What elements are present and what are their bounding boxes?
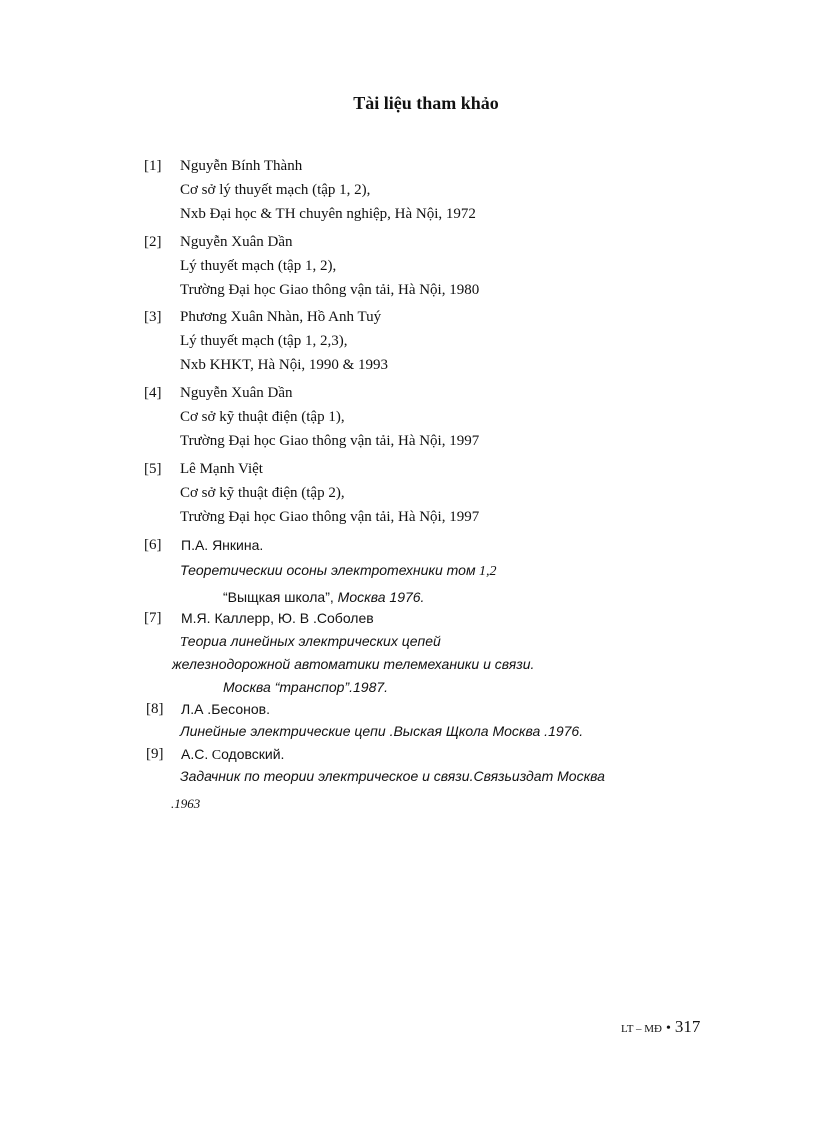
ref-title: Cơ sở kỹ thuật điện (tập 1),: [180, 409, 345, 425]
ref-place-year: Москва 1976.: [333, 589, 425, 605]
ref-title-cont: железнодорожной автоматики телемеханики и связи.: [172, 656, 535, 672]
ref-number: [2]: [144, 234, 162, 250]
footer-label: LT – MĐ: [621, 1023, 662, 1035]
ref-title-volumes: 1,2: [475, 564, 497, 579]
ref-title: Задачник по теории электрическое и связи.Связьиздат Москва: [180, 768, 605, 784]
ref-number: [8]: [146, 701, 164, 717]
page-title: Tài liệu tham khảo: [353, 93, 499, 113]
ref-year: .1963: [171, 796, 201, 811]
ref-publisher: [223, 589, 424, 605]
ref-publisher: Nxb Đại học & TH chuyên nghiệp, Hà Nội, 1972: [180, 206, 476, 222]
ref-number: [9]: [146, 746, 164, 762]
ref-publisher-name: “Выщкая школа”,: [223, 589, 334, 605]
ref-title: Cơ sở lý thuyết mạch (tập 1, 2),: [180, 182, 371, 198]
ref-title: Lý thuyết mạch (tập 1, 2,3),: [180, 333, 348, 349]
ref-number: [6]: [144, 537, 162, 553]
ref-author-letter: С: [208, 748, 222, 763]
ref-publisher: Trường Đại học Giao thông vận tải, Hà Nội, 1997: [180, 509, 480, 525]
ref-title-text: еориа линейных электрических цепей: [187, 633, 441, 649]
page-number: 317: [674, 1017, 701, 1036]
ref-number: [1]: [144, 158, 162, 174]
ref-publisher: Nxb KHKT, Hà Nội, 1990 & 1993: [180, 357, 389, 373]
ref-number: [7]: [144, 610, 162, 626]
ref-author: П.А. Янкина.: [181, 537, 264, 553]
ref-author: Nguyễn Xuân Dần: [180, 234, 293, 250]
ref-title: [180, 723, 583, 739]
ref-title-text: Теоретическии осоны электротехники том: [180, 562, 476, 578]
page-footer: [621, 1017, 700, 1037]
ref-title: Lý thuyết mạch (tập 1, 2),: [180, 258, 337, 274]
ref-publisher: Trường Đại học Giao thông vận tải, Hà Nội, 1997: [180, 433, 480, 449]
ref-publisher: Trường Đại học Giao thông vận tải, Hà Nội, 1980: [180, 282, 480, 298]
ref-author: Phương Xuân Nhàn, Hồ Anh Tuý: [180, 309, 382, 325]
ref-title-initial: Т: [180, 635, 188, 650]
ref-author-initials: А.С.: [181, 746, 209, 762]
ref-title: [180, 562, 497, 580]
ref-author: [181, 746, 284, 764]
ref-number: [3]: [144, 309, 162, 325]
ref-number: [4]: [144, 385, 162, 401]
ref-publisher: .Выская Щкола Москва .1976.: [385, 723, 584, 739]
ref-author: М.Я. Каллерр, Ю. В .Соболев: [181, 610, 374, 626]
footer-bullet: •: [665, 1021, 671, 1036]
ref-title-text: Линейные электрические цепи: [180, 723, 386, 739]
ref-author: Nguyễn Xuân Dần: [180, 385, 293, 401]
ref-title: Cơ sở kỹ thuật điện (tập 2),: [180, 485, 345, 501]
ref-title: [180, 633, 441, 651]
ref-number: [5]: [144, 461, 162, 477]
ref-author: Nguyễn Bính Thành: [180, 158, 303, 174]
ref-author-surname: одовский.: [221, 746, 285, 762]
ref-place-year: Москва “транспор”.1987.: [223, 679, 389, 695]
ref-author: Lê Mạnh Việt: [180, 461, 263, 477]
ref-author: Л.А .Бесонов.: [181, 701, 270, 717]
